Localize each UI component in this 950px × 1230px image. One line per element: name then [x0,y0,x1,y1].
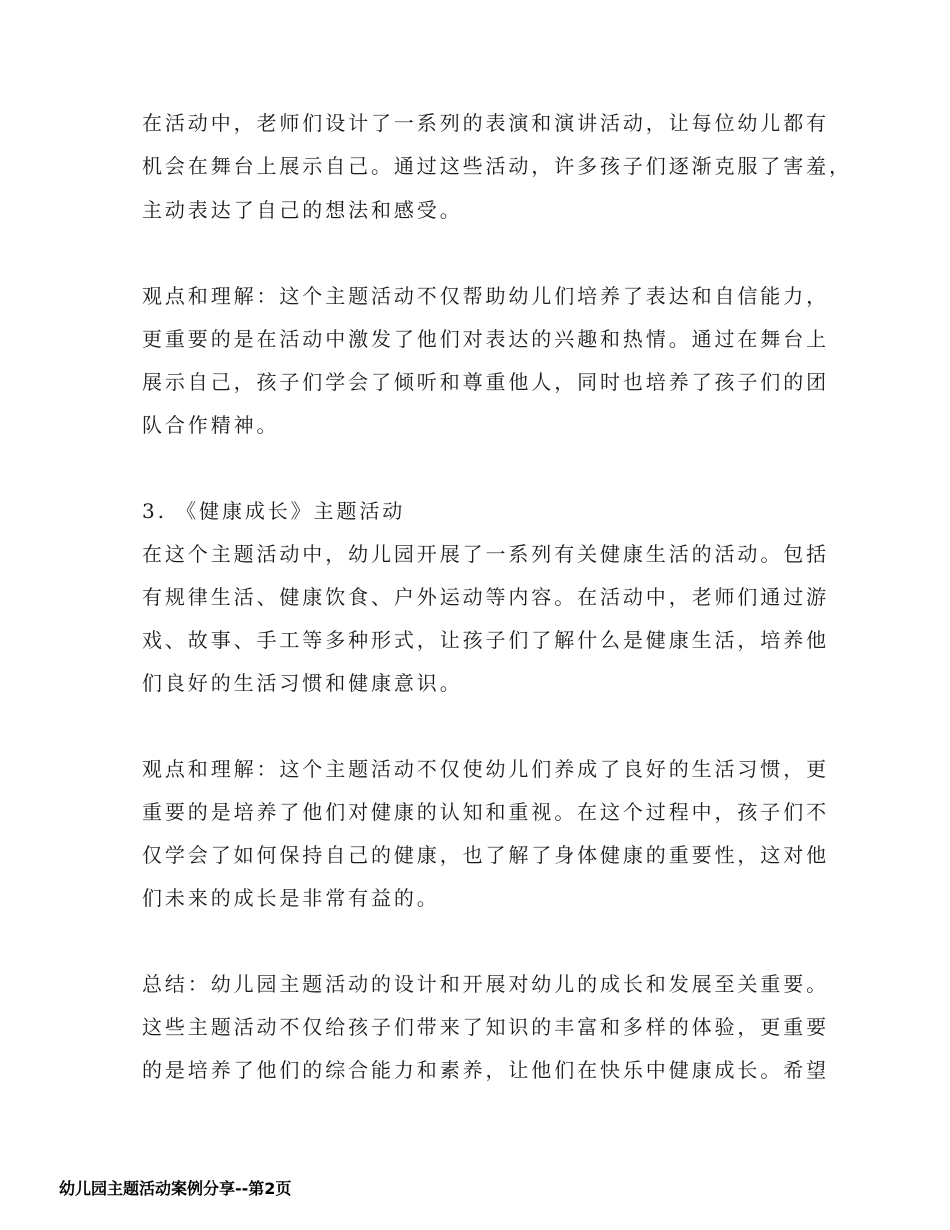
body-text-line: 机会在舞台上展示自己。通过这些活动，许多孩子们逐渐克服了害羞， [142,154,852,178]
body-text-line: 主动表达了自己的想法和感受。 [142,198,463,222]
body-text-line: 这些主题活动不仅给孩子们带来了知识的丰富和多样的体验，更重要 [142,1015,829,1039]
body-text-line: 们良好的生活习惯和健康意识。 [142,671,463,695]
body-text-line: 展示自己，孩子们学会了倾听和尊重他人，同时也培养了孩子们的团 [142,370,829,394]
body-text-line: 在这个主题活动中，幼儿园开展了一系列有关健康生活的活动。包括 [142,542,829,566]
body-text-line: 观点和理解：这个主题活动不仅帮助幼儿们培养了表达和自信能力， [142,284,829,308]
body-text-line: 戏、故事、手工等多种形式，让孩子们了解什么是健康生活，培养他 [142,628,829,652]
body-text-line: 的是培养了他们的综合能力和素养，让他们在快乐中健康成长。希望 [142,1058,829,1082]
body-text-line: 们未来的成长是非常有益的。 [142,886,440,910]
body-text-line: 总结：幼儿园主题活动的设计和开展对幼儿的成长和发展至关重要。 [142,972,829,996]
body-text-line: 有规律生活、健康饮食、户外运动等内容。在活动中，老师们通过游 [142,585,829,609]
body-text-line: 队合作精神。 [142,413,280,437]
body-text-line: 仅学会了如何保持自己的健康，也了解了身体健康的重要性，这对他 [142,843,829,867]
section-heading: 3. 《健康成长》主题活动 [142,499,406,523]
body-text-line: 重要的是培养了他们对健康的认知和重视。在这个过程中，孩子们不 [142,800,829,824]
body-text-line: 更重要的是在活动中激发了他们对表达的兴趣和热情。通过在舞台上 [142,327,829,351]
body-text-line: 观点和理解：这个主题活动不仅使幼儿们养成了良好的生活习惯，更 [142,757,829,781]
page-footer: 幼儿园主题活动案例分享--第2页 [59,1179,292,1198]
body-text-line: 在活动中，老师们设计了一系列的表演和演讲活动，让每位幼儿都有 [142,111,829,135]
